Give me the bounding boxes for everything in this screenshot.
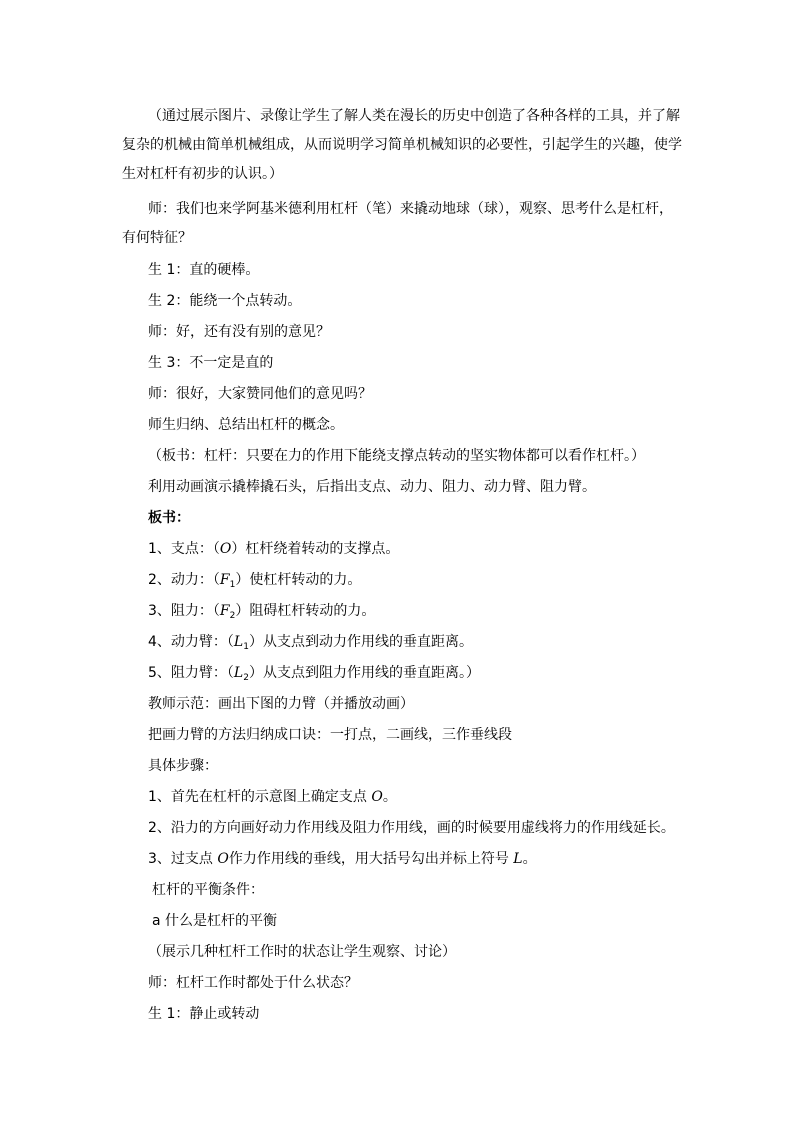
definition-label: 5、阻力臂：（ bbox=[148, 665, 234, 681]
step-text-end: 。 bbox=[382, 789, 397, 805]
definition-label: 1、支点：（ bbox=[148, 541, 220, 557]
student1-state-answer: 生 1：静止或转动 bbox=[148, 1006, 260, 1022]
intro-paragraph: （通过展示图片、录像让学生了解人类在漫长的历史中创造了各种各样的工具，并了解复杂的机械由简单机械组成，从而说明学习简单机械知识的必要性，引起学生的兴趣，使学生对杠杆有初步的认识。） bbox=[122, 108, 682, 182]
step-text-end: 。 bbox=[522, 851, 537, 867]
show-levers-line: （展示几种杠杆工作时的状态让学生观察、讨论） bbox=[148, 944, 456, 960]
balance-condition-heading: 杠杆的平衡条件： bbox=[152, 882, 264, 898]
balance-subheading: a 什么是杠杆的平衡 bbox=[152, 913, 278, 929]
steps-heading: 具体步骤： bbox=[148, 758, 218, 774]
definition-text: ）使杠杆转动的力。 bbox=[235, 572, 362, 588]
definition-label: 2、动力：（ bbox=[148, 572, 220, 588]
student2-answer: 生 2：能绕一个点转动。 bbox=[148, 293, 302, 309]
definition-text: ）从支点到阻力作用线的垂直距离。） bbox=[248, 665, 480, 681]
definition-label: 4、动力臂：（ bbox=[148, 634, 234, 650]
student1-answer: 生 1：直的硬棒。 bbox=[148, 262, 260, 278]
definition-text: ）杠杆绕着转动的支撑点。 bbox=[231, 541, 400, 557]
definition-resistance bbox=[148, 601, 375, 626]
teacher-question-paragraph: 师：我们也来学阿基米德利用杠杆（笔）来撬动地球（球），观察、思考什么是杠杆，有何特征？ bbox=[122, 201, 673, 246]
definition-effort-arm bbox=[148, 632, 473, 657]
symbol-subscript: 1 bbox=[229, 580, 236, 590]
mnemonic-line: 把画力臂的方法归纳成口诀：一打点，二画线，三作垂线段 bbox=[148, 727, 512, 743]
definition-effort bbox=[148, 570, 361, 595]
step-text-middle: 作力作用线的垂线，用大括号勾出并标上符号 bbox=[228, 851, 514, 867]
animation-line: 利用动画演示撬棒撬石头，后指出支点、动力、阻力、动力臂、阻力臂。 bbox=[148, 479, 596, 495]
definition-fulcrum bbox=[148, 539, 399, 559]
definition-resistance-arm bbox=[148, 663, 480, 688]
student3-answer: 生 3：不一定是直的 bbox=[148, 355, 274, 371]
teacher-demo: 教师示范：画出下图的力臂（并播放动画） bbox=[148, 696, 414, 712]
teacher-prompt: 师：好，还有没有别的意见？ bbox=[148, 324, 330, 340]
step-text: 3、过支点 bbox=[148, 851, 218, 867]
board-heading: 板书： bbox=[148, 510, 190, 526]
board-definition: （板书：杠杆：只要在力的作用下能绕支撑点转动的坚实物体都可以看作杠杆。） bbox=[148, 448, 645, 464]
symbol-o: O bbox=[371, 789, 383, 805]
symbol-subscript: 1 bbox=[243, 642, 249, 652]
symbol-o: O bbox=[219, 541, 232, 557]
step-3 bbox=[148, 849, 537, 869]
teacher-state-question: 师：杠杆工作时都处于什么状态？ bbox=[148, 975, 358, 991]
symbol-f: F bbox=[219, 572, 230, 588]
symbol-subscript: 2 bbox=[229, 611, 236, 621]
step-1 bbox=[148, 787, 397, 807]
symbol-l: L bbox=[233, 665, 244, 681]
teacher-agree: 师：很好，大家赞同他们的意见吗？ bbox=[148, 386, 372, 402]
step-2: 2、沿力的方向画好动力作用线及阻力作用线，画的时候要用虚线将力的作用线延长。 bbox=[148, 820, 675, 836]
symbol-subscript: 2 bbox=[243, 673, 249, 683]
symbol-o: O bbox=[217, 851, 229, 867]
definition-label: 3、阻力：（ bbox=[148, 603, 220, 619]
definition-text: ）阻碍杠杆转动的力。 bbox=[235, 603, 376, 619]
symbol-l: L bbox=[513, 851, 523, 867]
step-text: 1、首先在杠杆的示意图上确定支点 bbox=[148, 789, 372, 805]
summary-line: 师生归纳、总结出杠杆的概念。 bbox=[148, 417, 344, 433]
symbol-l: L bbox=[233, 634, 244, 650]
definition-text: ）从支点到动力作用线的垂直距离。 bbox=[248, 634, 473, 650]
symbol-f: F bbox=[219, 603, 230, 619]
